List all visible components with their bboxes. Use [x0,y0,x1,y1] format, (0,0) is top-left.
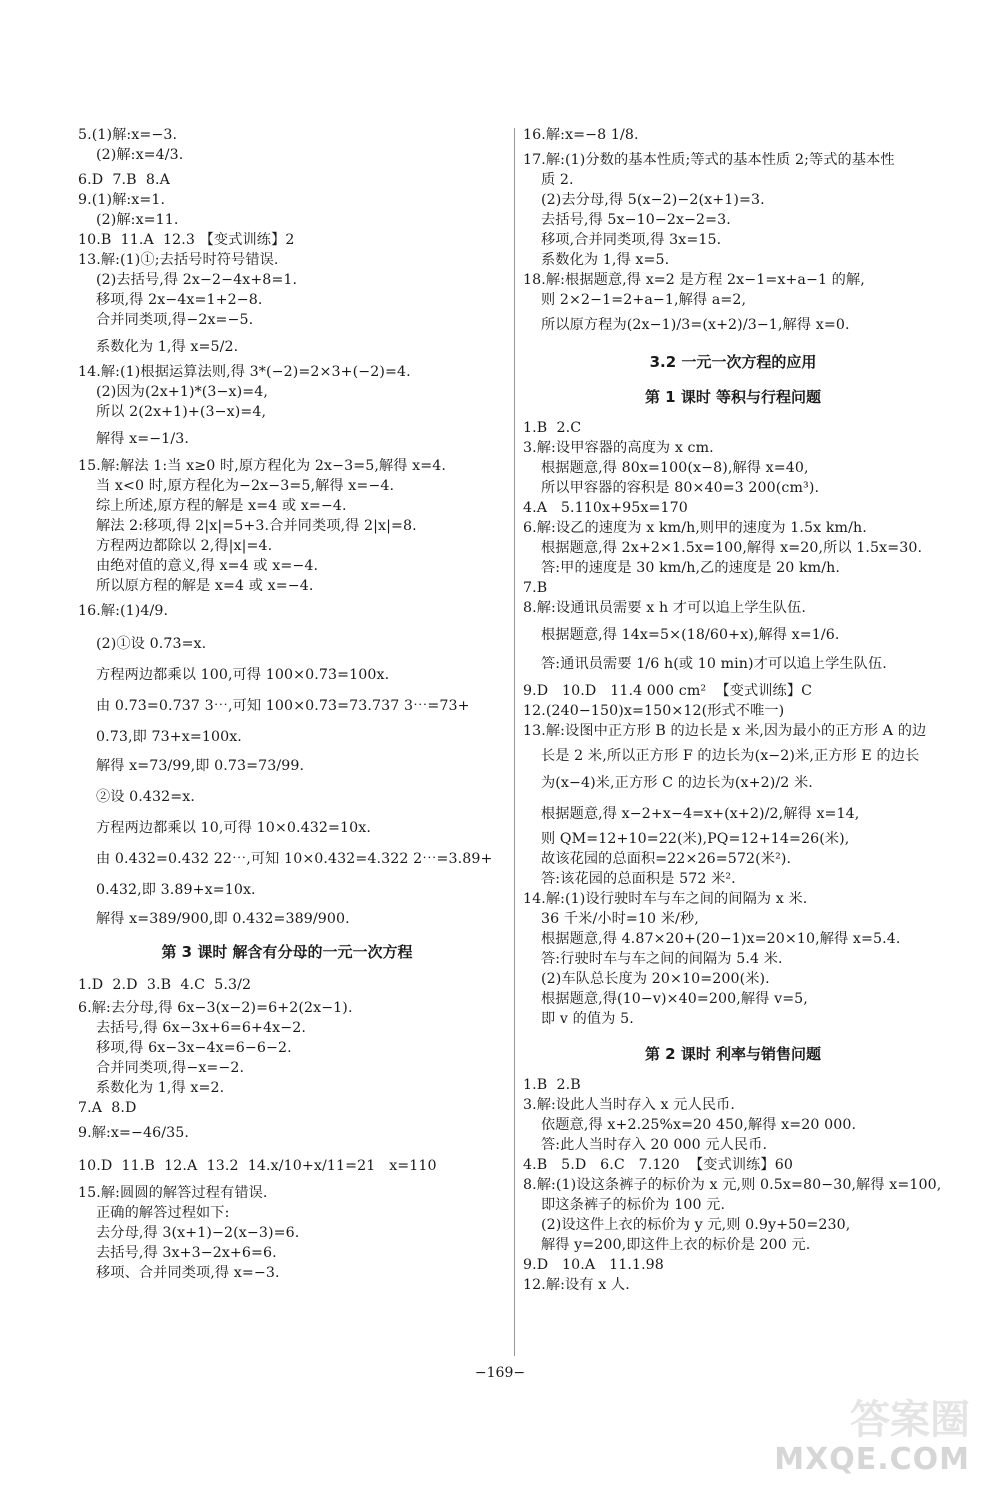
answer-line: 综上所述,原方程的解是 x=4 或 x=−4. [96,498,347,514]
answer-line: 即 v 的值为 5. [541,1011,634,1027]
answer-line: 即这条裤子的标价为 100 元. [541,1197,726,1213]
answer-line: 解得 x=−1/3. [96,431,190,447]
answer-line: 1.B 2.C [523,420,582,436]
answer-line: 0.432̇,即 3.89+x=10x. [96,882,256,898]
answer-line: 去括号,得 5x−10−2x−2=3. [541,212,731,228]
answer-line: 10.D 11.B 12.A 13.2 14.x/10+x/11=21 x=110 [78,1158,437,1174]
answer-line: 所以 2(2x+1)+(3−x)=4, [96,404,267,420]
answer-line: 答:通讯员需要 1/6 h(或 10 min)才可以追上学生队伍. [541,656,887,672]
answer-line: 依题意,得 x+2.25%x=20 450,解得 x=20 000. [541,1117,857,1133]
answer-line: 为(x−4)米,正方形 C 的边长为(x+2)/2 米. [541,775,813,791]
answer-line: 当 x<0 时,原方程化为−2x−3=5,解得 x=−4. [96,478,395,494]
answer-line: 17.解:(1)分数的基本性质;等式的基本性质 2;等式的基本性 [523,152,895,168]
answer-line: 方程两边都除以 2,得|x|=4. [96,538,273,554]
section-heading-3-2: 3.2 一元一次方程的应用 [649,353,817,371]
answer-line: 去分母,得 3(x+1)−2(x−3)=6. [96,1225,300,1241]
watermark-logo: 答案圈 [850,1397,970,1443]
answer-line: 9.D 10.D 11.4 000 cm² 【变式训练】C [523,683,813,699]
answer-line: 6.D 7.B 8.A [78,172,170,188]
watermark-url: MXQE.COM [774,1442,970,1477]
answer-line: (2)解:x=11. [96,212,179,228]
answer-line: 16.解:x=−8 1/8. [523,127,639,143]
answer-line: 15.解:圆圆的解答过程有错误. [78,1185,268,1201]
answer-line: 18.解:根据题意,得 x=2 是方程 2x−1=x+a−1 的解, [523,272,865,288]
answer-line: 9.(1)解:x=1. [78,192,166,208]
answer-line: 13.解:(1)①;去括号时符号错误. [78,252,279,268]
answer-line: 由 0.7̇3̇=0.737 3⋯,可知 100×0.7̇3̇=73.737 3⋯=73+ [96,698,470,714]
answer-line: 7.B [523,580,548,596]
answer-line: 由绝对值的意义,得 x=4 或 x=−4. [96,558,319,574]
answer-line: 根据题意,得 80x=100(x−8),解得 x=40, [541,460,809,476]
answer-line: 故该花园的总面积=22×26=572(米²). [541,851,792,867]
answer-line: 答:甲的速度是 30 km/h,乙的速度是 20 km/h. [541,560,840,576]
answer-line: 合并同类项,得−2x=−5. [96,312,254,328]
answer-line: 正确的解答过程如下: [96,1205,230,1221]
answer-line: 则 QM=12+10=22(米),PQ=12+14=26(米), [541,831,850,847]
answer-line: (2)去分母,得 5(x−2)−2(x+1)=3. [541,192,765,208]
answer-line: 方程两边都乘以 100,可得 100×0.7̇3̇=100x. [96,667,390,683]
answer-line: 13.解:设图中正方形 B 的边长是 x 米,因为最小的正方形 A 的边 [523,723,927,739]
answer-line: 0.7̇3̇,即 73+x=100x. [96,729,242,745]
answer-line: 去括号,得 3x+3−2x+6=6. [96,1245,277,1261]
answer-line: 8.解:(1)设这条裤子的标价为 x 元,则 0.5x=80−30,解得 x=100, [523,1177,942,1193]
answer-line: (2)设这件上衣的标价为 y 元,则 0.9y+50=230, [541,1217,851,1233]
answer-line: 36 千米/小时=10 米/秒, [541,911,699,927]
answer-line: ②设 0.432̇=x. [96,789,195,805]
answer-line: 由 0.432̇=0.432 22⋯,可知 10×0.432̇=4.322 2⋯=3.89+ [96,851,493,867]
answer-line: 则 2×2−1=2+a−1,解得 a=2, [541,292,747,308]
answer-line: 16.解:(1)4/9. [78,603,169,619]
answer-line: 4.A 5.110x+95x=170 [523,500,688,516]
right-column [514,128,943,1356]
answer-line: 解得 x=73/99,即 0.7̇3̇=73/99. [96,758,305,774]
section-heading-lesson-1: 第 1 课时 等积与行程问题 [644,388,822,406]
answer-line: 14.解:(1)根据运算法则,得 3*(−2)=2×3+(−2)=4. [78,364,411,380]
section-heading-lesson-2: 第 2 课时 利率与销售问题 [644,1045,822,1063]
answer-line: 所以原方程的解是 x=4 或 x=−4. [96,578,314,594]
answer-line: 系数化为 1,得 x=2. [96,1080,225,1096]
answer-line: (2)去括号,得 2x−2−4x+8=1. [96,272,298,288]
answer-line: 所以甲容器的容积是 80×40=3 200(cm³). [541,480,820,496]
answer-line: 根据题意,得 x−2+x−4=x+(x+2)/2,解得 x=14, [541,806,860,822]
answer-line: 6.解:去分母,得 6x−3(x−2)=6+2(2x−1). [78,1000,353,1016]
answer-line: 根据题意,得 14x=5×(18/60+x),解得 x=1/6. [541,627,840,643]
answer-line: 1.B 2.B [523,1077,581,1093]
answer-line: 去括号,得 6x−3x+6=6+4x−2. [96,1020,306,1036]
answer-line: 答:行驶时车与车之间的间隔为 5.4 米. [541,951,783,967]
answer-line: 14.解:(1)设行驶时车与车之间的间隔为 x 米. [523,891,808,907]
answer-line: 3.解:设此人当时存入 x 元人民币. [523,1097,735,1113]
answer-line: 5.(1)解:x=−3. [78,127,178,143]
answer-line: 9.D 10.A 11.1.98 [523,1257,664,1273]
answer-line: 合并同类项,得−x=−2. [96,1060,245,1076]
section-heading-lesson-3: 第 3 课时 解含有分母的一元一次方程 [161,943,413,961]
answer-line: 移项,得 6x−3x−4x=6−6−2. [96,1040,292,1056]
page-number: −169− [474,1365,526,1381]
answer-line: (2)①设 0.7̇3̇=x. [96,636,207,652]
answer-line: 移项,合并同类项,得 3x=15. [541,232,722,248]
answer-line: (2)解:x=4/3. [96,147,184,163]
left-column [78,128,496,1286]
answer-line: 12.解:设有 x 人. [523,1277,630,1293]
answer-line: 15.解:解法 1:当 x≥0 时,原方程化为 2x−3=5,解得 x=4. [78,458,446,474]
answer-line: 解得 x=389/900,即 0.432̇=389/900. [96,911,350,927]
answer-line: 答:此人当时存入 20 000 元人民币. [541,1137,768,1153]
answer-line: 系数化为 1,得 x=5. [541,252,670,268]
answer-line: 根据题意,得 4.87×20+(20−1)x=20×10,解得 x=5.4. [541,931,901,947]
answer-line: 10.B 11.A 12.3 【变式训练】2 [78,232,295,248]
answer-line: 系数化为 1,得 x=5/2. [96,339,239,355]
answer-line: 根据题意,得(10−v)×40=200,解得 v=5, [541,991,808,1007]
answer-line: 解得 y=200,即这件上衣的标价是 200 元. [541,1237,811,1253]
answer-line: 7.A 8.D [78,1100,137,1116]
answer-line: (2)车队总长度为 20×10=200(米). [541,971,770,987]
answer-line: (2)因为(2x+1)*(3−x)=4, [96,384,268,400]
answer-line: 6.解:设乙的速度为 x km/h,则甲的速度为 1.5x km/h. [523,520,867,536]
answer-line: 所以原方程为(2x−1)/3=(x+2)/3−1,解得 x=0. [541,317,850,333]
answer-line: 8.解:设通讯员需要 x h 才可以追上学生队伍. [523,600,806,616]
answer-line: 根据题意,得 2x+2×1.5x=100,解得 x=20,所以 1.5x=30. [541,540,923,556]
answer-line: 方程两边都乘以 10,可得 10×0.432̇=10x. [96,820,371,836]
answer-line: 答:该花园的总面积是 572 米². [541,871,736,887]
answer-line: 移项、合并同类项,得 x=−3. [96,1265,280,1281]
answer-line: 3.解:设甲容器的高度为 x cm. [523,440,714,456]
answer-line: 4.B 5.D 6.C 7.120 【变式训练】60 [523,1157,793,1173]
answer-line: 1.D 2.D 3.B 4.C 5.3/2 [78,977,252,993]
answer-line: 9.解:x=−46/35. [78,1125,189,1141]
answer-line: 质 2. [541,172,574,188]
answer-line: 移项,得 2x−4x=1+2−8. [96,292,263,308]
answer-line: 解法 2:移项,得 2|x|=5+3.合并同类项,得 2|x|=8. [96,518,417,534]
answer-line: 长是 2 米,所以正方形 F 的边长为(x−2)米,正方形 E 的边长 [541,748,920,764]
answer-line: 12.(240−150)x=150×12(形式不唯一) [523,703,785,719]
